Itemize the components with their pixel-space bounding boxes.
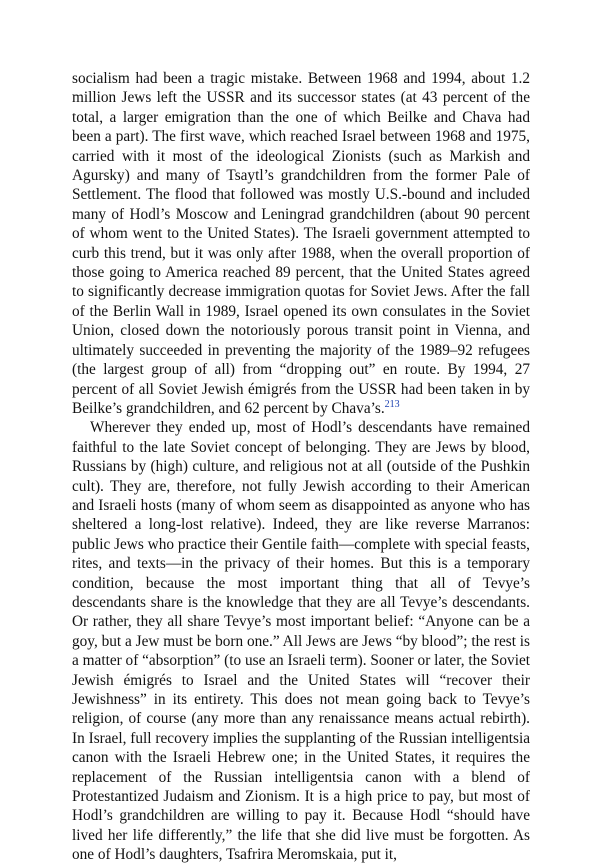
paragraph-2-text: Wherever they ended up, most of Hodl’s descendants have remained faithful to the late Soviet concept of belonging. They are Jews by blood, Russians by (high) culture, and religious not at all (outside of the Pushkin cult). They are, therefore, not fully Jewish according to their American and Israeli hosts (many of whom seem as disappointed as anyone who has sheltered a long-lost relative). Indeed, they are like reverse Marranos: public Jews who practice their Gentile faith—complete with special feasts, rites, and texts—in the privacy of their homes. But this is a temporary condition, because the most important thing that all of Tevye’s descendants share is the knowledge that they are all Tevye’s descendants. Or rather, they all share Tevye’s most important belief: “Anyone can be a goy, but a Jew must be born one.” All Jews are Jews “by blood”; the rest is a matter of “absorption” (to use an Israeli term). Sooner or later, the Soviet Jewish émigrés to Israel and the United States will “recover their Jewishness” in its entirety. This does not mean going back to Tevye’s religion, of course (any more than any renaissance means actual rebirth). In Israel, full recovery implies the supplanting of the Russian intelligentsia canon with the Israeli Hebrew one; in the United States, it requires the replacement of the Russian intelligentsia canon with a blend of Protestantized Judaism and Zionism. It is a high price to pay, but most of Hodl’s grandchildren are willing to pay it. Because Hodl “should have lived her life differently,” the life that she did live must be forgotten. As one of Hodl’s daughters, Tsafrira Meromskaia, put it, — [72, 419, 530, 864]
page-body — [72, 69, 530, 865]
paragraph-1-text: socialism had been a tragic mistake. Between 1968 and 1994, about 1.2 million Jews left the USSR and its successor states (at 43 percent of the total, a larger emigration than the one of which Beilke and Chava had been a part). The first wave, which reached Israel between 1968 and 1975, carried with it most of the ideological Zionists (such as Markish and Agursky) and many of Tsaytl’s grandchildren from the former Pale of Settlement. The flood that followed was mostly U.S.-bound and included many of Hodl’s Moscow and Leningrad grandchildren (about 90 percent of whom went to the United States). The Israeli government attempted to curb this trend, but it was only after 1988, when the overall proportion of those going to America reached 89 percent, that the United States agreed to significantly decrease immigration quotas for Soviet Jews. After the fall of the Berlin Wall in 1989, Israel opened its own consulates in the Soviet Union, closed down the notoriously porous transit point in Vienna, and ultimately succeeded in preventing the majority of the 1989–92 refugees (the largest group of all) from “dropping out” en route. By 1994, 27 percent of all Soviet Jewish émigrés from the USSR had been taken in by Beilke’s grandchildren, and 62 percent by Chava’s. — [72, 70, 530, 417]
paragraph-1 — [72, 69, 530, 418]
paragraph-2 — [72, 418, 530, 864]
footnote-reference-link[interactable]: 213 — [384, 398, 400, 410]
